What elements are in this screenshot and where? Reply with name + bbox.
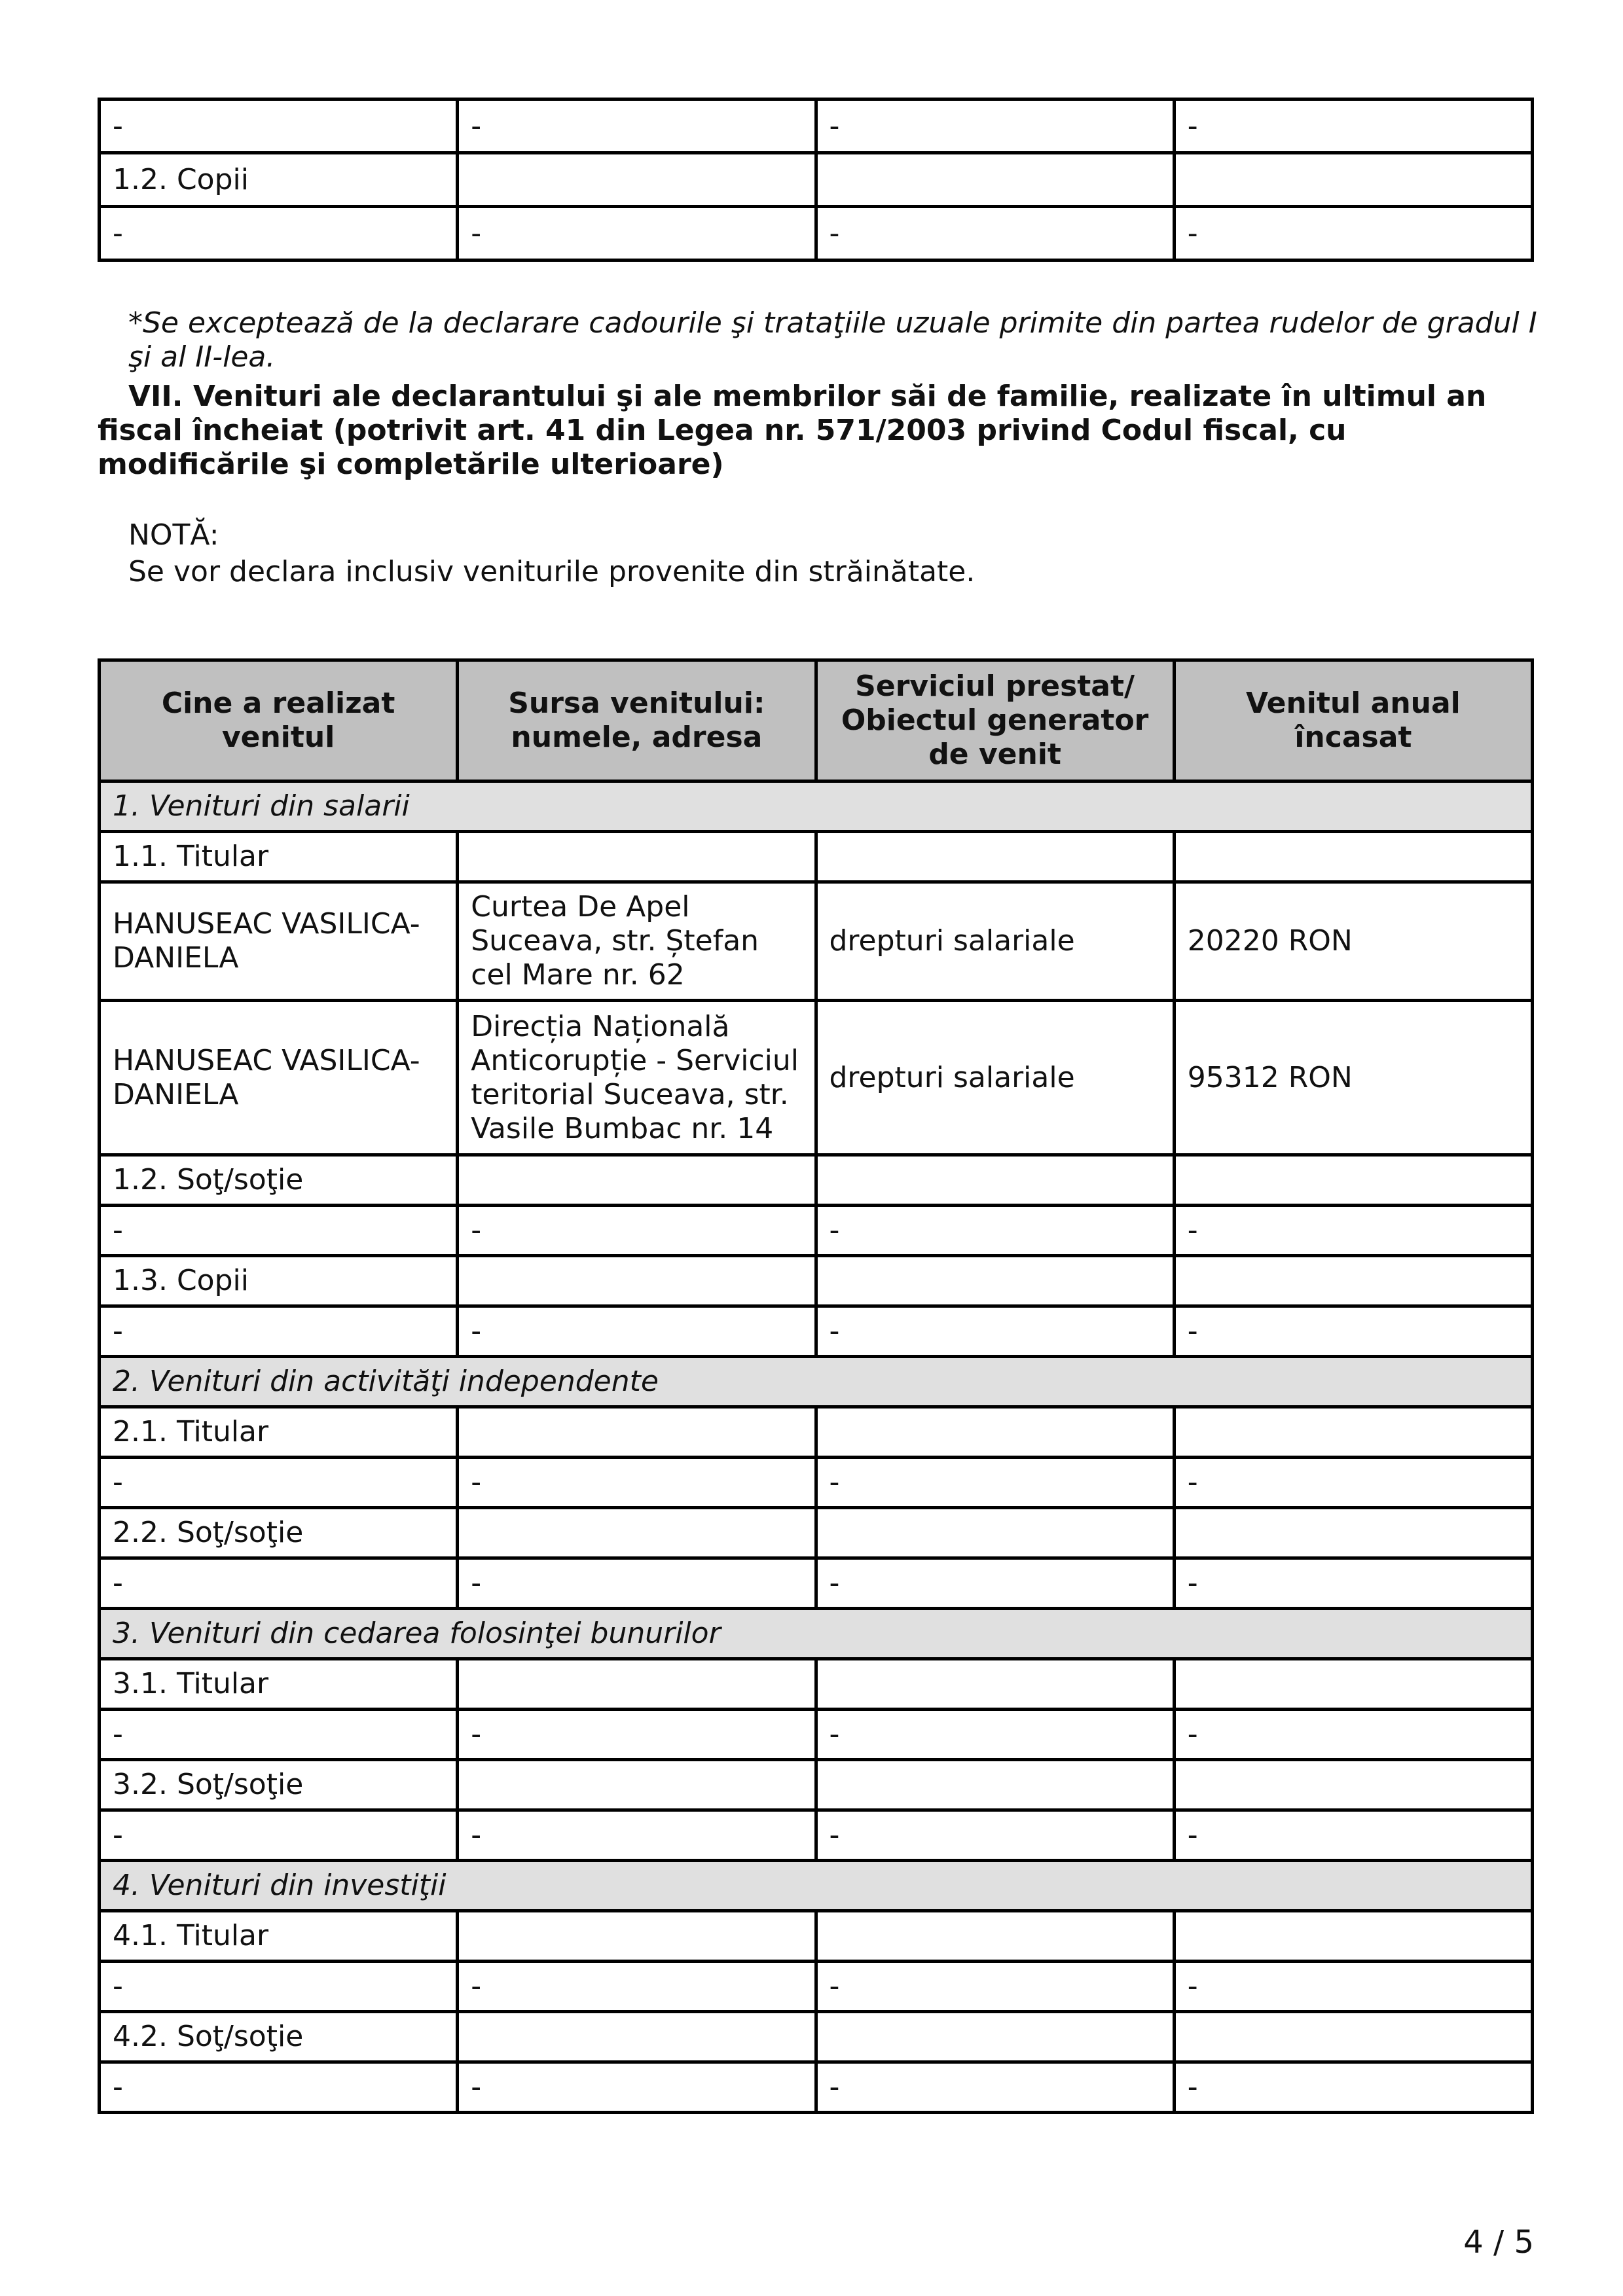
table-cell: - (816, 99, 1174, 153)
table-cell (458, 1508, 816, 1558)
table-cell: Direcția Națională Anticorupție - Serviciul teritorial Suceava, str. Vasile Bumbac nr. 14 (458, 1001, 816, 1155)
table-cell (816, 832, 1174, 882)
continued-table (98, 98, 1534, 262)
table-cell: - (816, 1206, 1174, 1256)
table-cell (816, 1911, 1174, 1962)
table-cell: - (100, 1306, 458, 1357)
table-row (100, 1306, 1533, 1357)
table-cell: - (1174, 1710, 1532, 1760)
table-cell (1174, 832, 1532, 882)
table-cell: - (100, 1962, 458, 2012)
note-text: Se vor declara inclusiv veniturile provenite din străinătate. (128, 555, 976, 588)
table-cell (816, 1407, 1174, 1458)
column-header: Venitul anual încasat (1174, 660, 1532, 781)
table-row (100, 1206, 1533, 1256)
table-header-row (100, 660, 1533, 781)
table-cell (816, 1659, 1174, 1710)
table-cell: 3.1. Titular (100, 1659, 458, 1710)
table-cell (1174, 1155, 1532, 1206)
table-cell: - (1174, 1206, 1532, 1256)
table-cell: - (100, 207, 458, 260)
table-cell: - (816, 1962, 1174, 2012)
table-cell (458, 2012, 816, 2062)
table-cell (458, 153, 816, 207)
column-header: Sursa venitului: numele, adresa (458, 660, 816, 781)
table-cell: - (1174, 1458, 1532, 1508)
table-cell: drepturi salariale (816, 882, 1174, 1001)
table-cell: 1.1. Titular (100, 832, 458, 882)
section-heading: VII. Venituri ale declarantului şi ale membrilor săi de familie, realizate în ultimul an fiscal încheiat (potrivit art. 41 din Legea nr. 571/2003 privind Codul fiscal, cu modificările şi completările ulterioare) (98, 380, 1487, 481)
table-row (100, 1810, 1533, 1861)
section-title: 1. Venituri din salarii (100, 781, 1533, 832)
table-cell (458, 1407, 816, 1458)
table-cell: - (816, 1558, 1174, 1609)
table-cell: 2.1. Titular (100, 1407, 458, 1458)
note-title: NOTĂ: (128, 518, 219, 552)
table-row (100, 1962, 1533, 2012)
table-cell: - (1174, 99, 1532, 153)
section-row (100, 1609, 1533, 1659)
table-cell (816, 1508, 1174, 1558)
table-cell: 1.3. Copii (100, 1256, 458, 1306)
table-cell: - (1174, 1810, 1532, 1861)
table-cell: - (100, 1558, 458, 1609)
table-cell (816, 2012, 1174, 2062)
table-row (100, 1710, 1533, 1760)
table-cell: - (100, 1710, 458, 1760)
table-cell: - (816, 1306, 1174, 1357)
section-title: 3. Venituri din cedarea folosinţei bunurilor (100, 1609, 1533, 1659)
table-cell: - (816, 1458, 1174, 1508)
section-row (100, 781, 1533, 832)
column-header: Cine a realizat venitul (100, 660, 458, 781)
table-row (100, 2062, 1533, 2113)
table-cell: 3.2. Soţ/soţie (100, 1760, 458, 1810)
table-cell (816, 1256, 1174, 1306)
income-table (98, 658, 1534, 2114)
section-title: 4. Venituri din investiţii (100, 1861, 1533, 1911)
table-cell: 95312 RON (1174, 1001, 1532, 1155)
table-cell: - (1174, 207, 1532, 260)
table-row (100, 1760, 1533, 1810)
table-row (100, 1155, 1533, 1206)
table-cell: HANUSEAC VASILICA-DANIELA (100, 1001, 458, 1155)
table-cell: - (458, 1810, 816, 1861)
table-cell: 4.1. Titular (100, 1911, 458, 1962)
table-cell (1174, 1911, 1532, 1962)
section-row (100, 1357, 1533, 1407)
page-number: 4 / 5 (1463, 2224, 1534, 2261)
table-cell (1174, 1508, 1532, 1558)
table-cell (458, 1256, 816, 1306)
table-cell: - (458, 1710, 816, 1760)
table-cell (816, 153, 1174, 207)
table-cell: - (1174, 1558, 1532, 1609)
table-cell: - (458, 1558, 816, 1609)
table-cell (1174, 153, 1532, 207)
table-cell: 1.2. Copii (100, 153, 458, 207)
table-cell (1174, 1760, 1532, 1810)
table-cell: 2.2. Soţ/soţie (100, 1508, 458, 1558)
table-cell: - (458, 1206, 816, 1256)
table-cell: - (100, 1810, 458, 1861)
table-row (100, 99, 1533, 153)
table-row (100, 2012, 1533, 2062)
table-row (100, 153, 1533, 207)
table-cell: Curtea De Apel Suceava, str. Ștefan cel Mare nr. 62 (458, 882, 816, 1001)
table-row (100, 882, 1533, 1001)
table-row (100, 832, 1533, 882)
table-cell: - (1174, 1962, 1532, 2012)
table-cell: - (458, 99, 816, 153)
table-row (100, 1458, 1533, 1508)
table-cell: - (816, 2062, 1174, 2113)
table-cell: HANUSEAC VASILICA-DANIELA (100, 882, 458, 1001)
table-cell: 20220 RON (1174, 882, 1532, 1001)
footnote: *Se exceptează de la declarare cadourile şi trataţiile uzuale primite din partea rudelor de gradul I şi al II-lea. (128, 306, 1537, 374)
table-cell: - (1174, 1306, 1532, 1357)
table-row (100, 1256, 1533, 1306)
table-cell: - (458, 1306, 816, 1357)
table-cell: - (458, 207, 816, 260)
table-cell: 4.2. Soţ/soţie (100, 2012, 458, 2062)
table-cell: - (1174, 2062, 1532, 2113)
table-cell (1174, 1256, 1532, 1306)
table-row (100, 1558, 1533, 1609)
table-cell: - (458, 1962, 816, 2012)
table-row (100, 1407, 1533, 1458)
table-cell: - (816, 1810, 1174, 1861)
table-cell (816, 1760, 1174, 1810)
table-cell: - (100, 99, 458, 153)
table-cell (1174, 1659, 1532, 1710)
table-row (100, 1659, 1533, 1710)
table-cell (458, 832, 816, 882)
table-row (100, 1911, 1533, 1962)
table-cell: 1.2. Soţ/soţie (100, 1155, 458, 1206)
table-cell: - (458, 1458, 816, 1508)
column-header: Serviciul prestat/ Obiectul generator de venit (816, 660, 1174, 781)
table-cell (1174, 1407, 1532, 1458)
table-row (100, 207, 1533, 260)
section-title: 2. Venituri din activităţi independente (100, 1357, 1533, 1407)
section-row (100, 1861, 1533, 1911)
table-cell: - (100, 1458, 458, 1508)
table-cell (816, 1155, 1174, 1206)
table-cell (458, 1760, 816, 1810)
table-cell (458, 1911, 816, 1962)
table-cell (458, 1155, 816, 1206)
table-cell: - (816, 1710, 1174, 1760)
table-cell (1174, 2012, 1532, 2062)
table-cell: - (816, 207, 1174, 260)
table-cell: drepturi salariale (816, 1001, 1174, 1155)
table-cell (458, 1659, 816, 1710)
table-row (100, 1508, 1533, 1558)
table-cell: - (458, 2062, 816, 2113)
table-cell: - (100, 1206, 458, 1256)
table-row (100, 1001, 1533, 1155)
table-cell: - (100, 2062, 458, 2113)
income-table-body (100, 781, 1533, 2113)
